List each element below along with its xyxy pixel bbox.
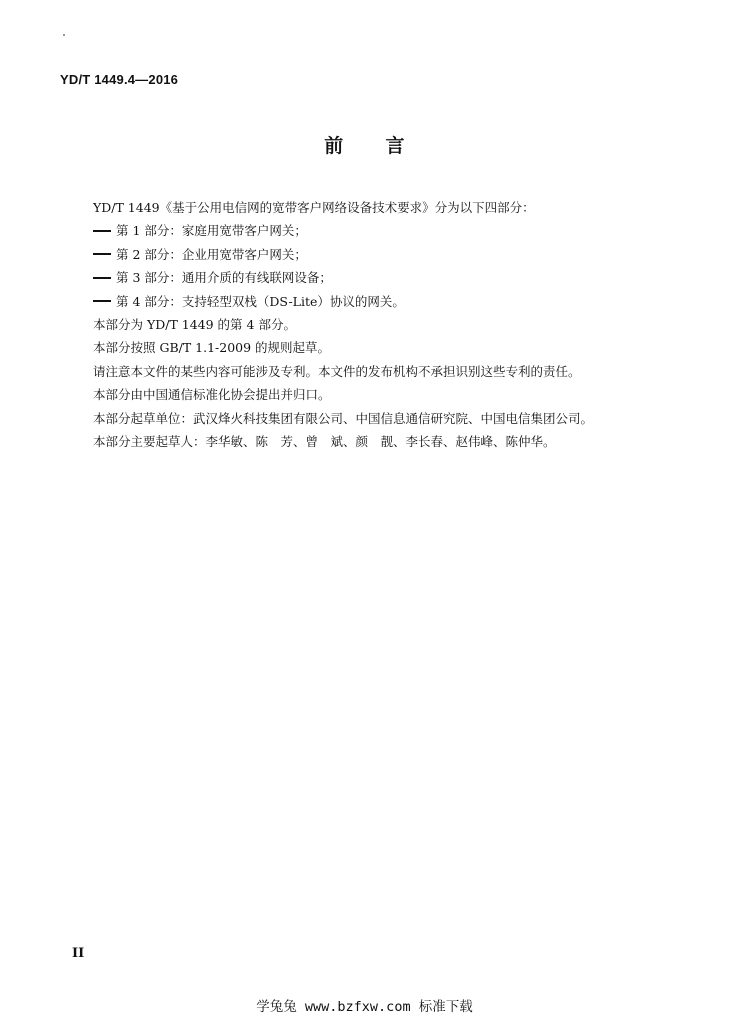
paragraph-drafters: 本部分主要起草人：李华敏、陈 芳、曾 斌、颜 靓、李长春、赵伟峰、陈仲华。 xyxy=(93,433,556,449)
foreword-body xyxy=(93,196,693,453)
paragraph-proposer: 本部分由中国通信标准化协会提出并归口。 xyxy=(93,387,331,403)
list-item-text: 第 1 部分：家庭用宽带客户网关； xyxy=(116,223,307,239)
paragraph-part-number: 本部分为 YD/T 1449 的第 4 部分。 xyxy=(93,316,296,332)
list-item xyxy=(93,266,693,289)
paragraph-drafting-units: 本部分起草单位：武汉烽火科技集团有限公司、中国信息通信研究院、中国电信集团公司。 xyxy=(93,410,594,426)
list-item xyxy=(93,219,693,242)
paragraph-patent-notice: 请注意本文件的某些内容可能涉及专利。本文件的发布机构不承担识别这些专利的责任。 xyxy=(93,363,581,379)
page-number: II xyxy=(72,946,85,961)
footer-watermark: 学兔兔 www.bzfxw.com 标准下载 xyxy=(256,999,473,1015)
em-dash-bullet xyxy=(93,253,111,255)
list-item-text: 第 4 部分：支持轻型双栈（DS-Lite）协议的网关。 xyxy=(116,293,405,309)
em-dash-bullet xyxy=(93,300,111,302)
intro-paragraph: YD/T 1449《基于公用电信网的宽带客户网络设备技术要求》分为以下四部分： xyxy=(93,200,535,215)
title-char-2: 言 xyxy=(385,135,405,157)
em-dash-bullet xyxy=(93,230,111,232)
scan-speck xyxy=(63,34,65,36)
list-item-text: 第 3 部分：通用介质的有线联网设备； xyxy=(116,270,332,286)
title-char-1: 前 xyxy=(324,135,344,157)
list-item-text: 第 2 部分：企业用宽带客户网关； xyxy=(116,246,307,262)
page-title xyxy=(0,131,729,158)
paragraph-drafting-rules: 本部分按照 GB/T 1.1-2009 的规则起草。 xyxy=(93,340,331,356)
em-dash-bullet xyxy=(93,277,111,279)
list-item xyxy=(93,290,693,313)
document-code: YD/T 1449.4—2016 xyxy=(60,72,179,87)
list-item xyxy=(93,243,693,266)
